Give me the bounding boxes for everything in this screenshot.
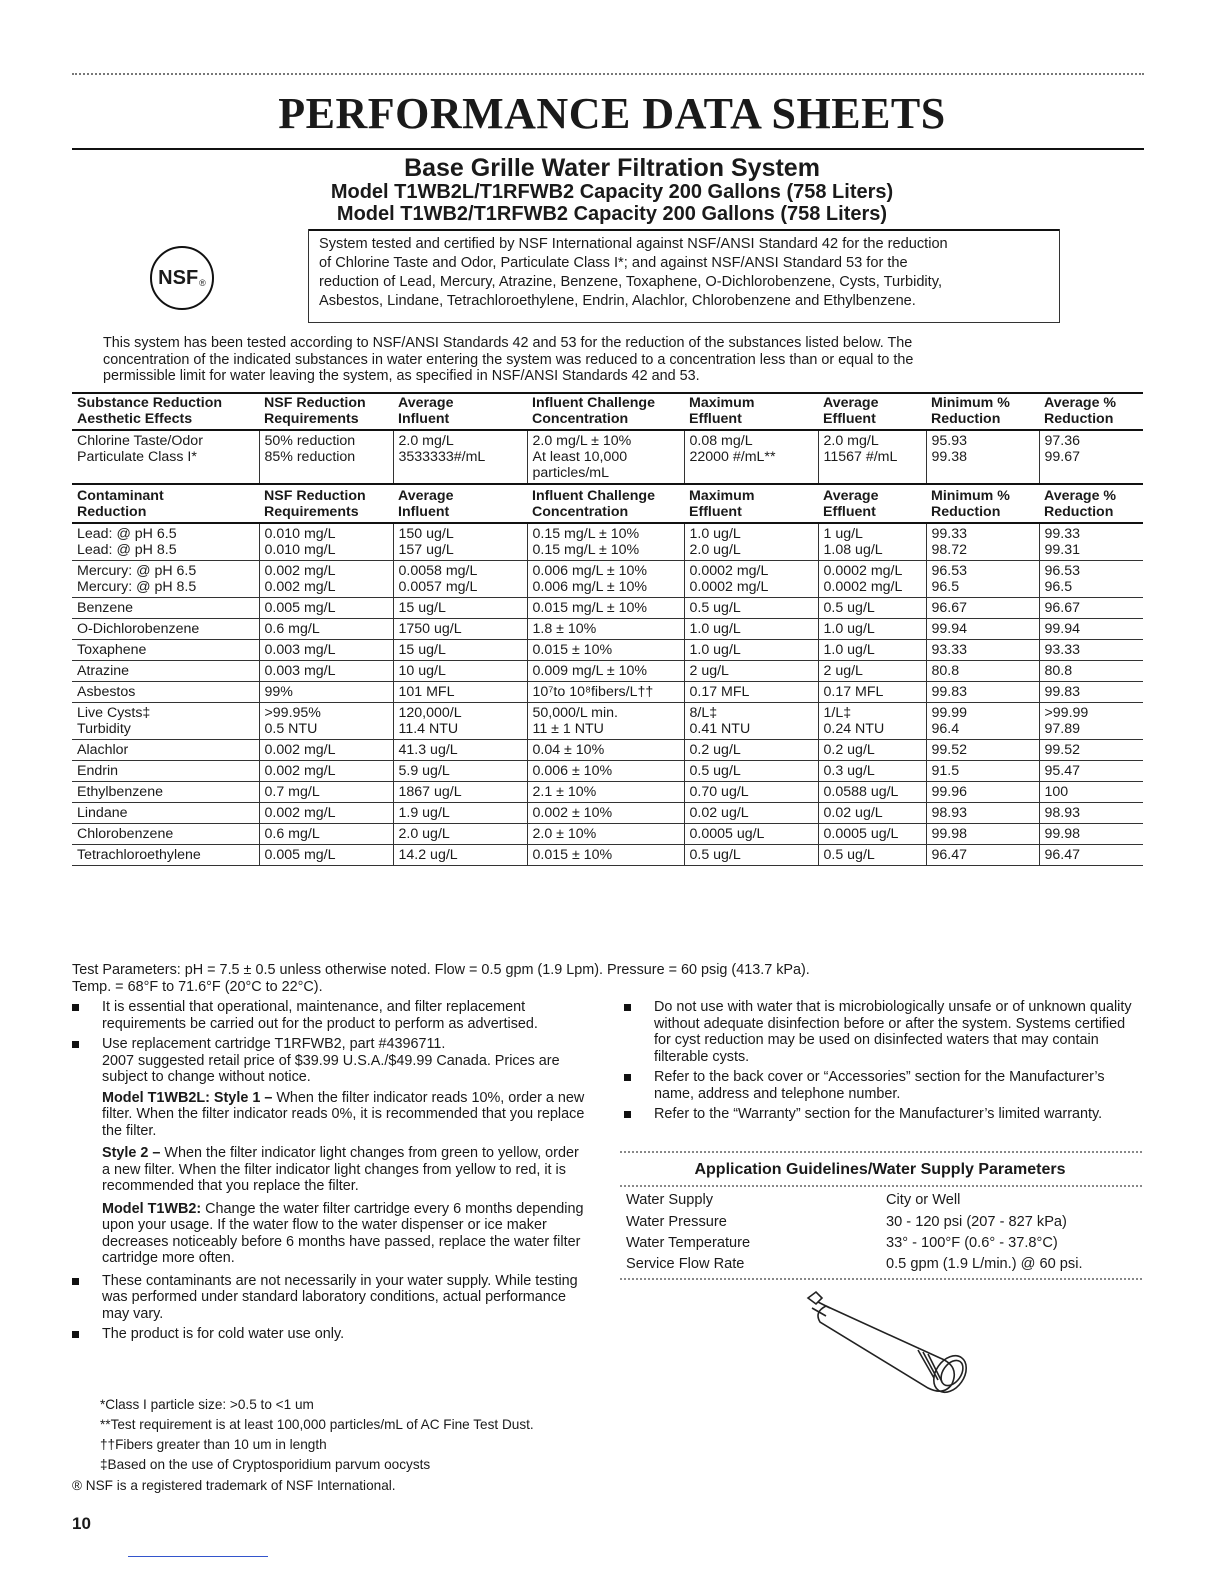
table-cell: 2.0 mg/L 3533333#/mL xyxy=(393,430,527,484)
table-cell: 99.94 xyxy=(1039,619,1143,640)
list-item xyxy=(72,999,587,1032)
left-notes xyxy=(72,999,587,1347)
model2-label: Model T1WB2: xyxy=(102,1200,202,1217)
bullet-icon xyxy=(72,1004,79,1011)
table-cell: 1.0 ug/L xyxy=(684,619,818,640)
table-cell: 0.002 mg/L xyxy=(259,761,393,782)
app-row xyxy=(626,1254,1126,1275)
table-cell: 0.002 mg/L xyxy=(259,803,393,824)
app-title-rule xyxy=(620,1185,1142,1187)
table-header-cell: Maximum Effluent xyxy=(684,392,818,430)
table-cell: 10⁷to 10⁸fibers/L†† xyxy=(527,682,684,703)
table-header-cell: Average Influent xyxy=(393,484,527,523)
table-cell: 50% reduction 85% reduction xyxy=(259,430,393,484)
table-cell: Lead: @ pH 6.5 Lead: @ pH 8.5 xyxy=(72,523,259,561)
table-header-cell: Average % Reduction xyxy=(1039,484,1143,523)
table-cell: Asbestos xyxy=(72,682,259,703)
table-cell: 0.003 mg/L xyxy=(259,640,393,661)
bullet-icon xyxy=(72,1331,79,1338)
table-cell: 41.3 ug/L xyxy=(393,740,527,761)
table-cell: 0.006 mg/L ± 10% 0.006 mg/L ± 10% xyxy=(527,561,684,598)
style1-text: When the filter indicator reads 10%, order a new filter. When the filter indicator reads 0%, it is recommended that you replace the filter. xyxy=(102,1089,585,1139)
table-row xyxy=(72,619,1143,640)
table-cell: 2.0 ± 10% xyxy=(527,824,684,845)
table-header-cell: Influent Challenge Concentration xyxy=(527,484,684,523)
list-item xyxy=(72,1326,587,1343)
table-cell: 0.04 ± 10% xyxy=(527,740,684,761)
list-item xyxy=(72,1036,587,1086)
test-params-line: Temp. = 68°F to 71.6°F (20°C to 22°C). xyxy=(72,978,323,995)
table-cell: 95.93 99.38 xyxy=(926,430,1039,484)
table-cell: 1.0 ug/L xyxy=(818,640,926,661)
table-cell: 0.002 ± 10% xyxy=(527,803,684,824)
table-cell: 0.5 ug/L xyxy=(818,845,926,866)
table-cell: 0.003 mg/L xyxy=(259,661,393,682)
table-cell: 50,000/L min. 11 ± 1 NTU xyxy=(527,703,684,740)
bullet-icon xyxy=(624,1074,631,1081)
test-params-line: Test Parameters: pH = 7.5 ± 0.5 unless otherwise noted. Flow = 0.5 gpm (1.9 Lpm). Pressure = 60 psig (413.7 kPa). xyxy=(72,962,810,978)
table-cell: 0.6 mg/L xyxy=(259,824,393,845)
right-notes xyxy=(624,999,1142,1127)
footnote: *Class I particle size: >0.5 to <1 um xyxy=(100,1397,314,1412)
app-row xyxy=(626,1190,1126,1211)
nsf-logo-reg: ® xyxy=(199,278,206,288)
table-cell: >99.99 97.89 xyxy=(1039,703,1143,740)
table-cell: 0.009 mg/L ± 10% xyxy=(527,661,684,682)
app-guidelines-title: Application Guidelines/Water Supply Parameters xyxy=(694,1161,1066,1178)
table-row xyxy=(72,523,1143,561)
style2-text: When the filter indicator light changes from green to yellow, order a new filter. When the filter indicator light changes from yellow to red, it is recommended that you replace the filter. xyxy=(102,1145,579,1194)
table-cell: 0.17 MFL xyxy=(818,682,926,703)
table-header-cell: NSF Reduction Requirements xyxy=(259,484,393,523)
table-cell: 101 MFL xyxy=(393,682,527,703)
table-header-cell: Average Effluent xyxy=(818,484,926,523)
table-cell: 0.010 mg/L 0.010 mg/L xyxy=(259,523,393,561)
table-cell: 8/L‡ 0.41 NTU xyxy=(684,703,818,740)
table-cell: 2.0 mg/L ± 10% At least 10,000 particles/mL xyxy=(527,430,684,484)
table-cell: 0.17 MFL xyxy=(684,682,818,703)
table-cell: 2 ug/L xyxy=(684,661,818,682)
cert-line: reduction of Lead, Mercury, Atrazine, Benzene, Toxaphene, O-Dichlorobenzene, Cysts, Turbidity, xyxy=(319,274,942,290)
note-text: It is essential that operational, maintenance, and filter replacement requirements be carried out for the product to perform as advertised. xyxy=(102,999,538,1032)
table-cell: 99.98 xyxy=(926,824,1039,845)
page-title: PERFORMANCE DATA SHEETS xyxy=(278,89,946,138)
app-row xyxy=(626,1233,1126,1254)
table-cell: >99.95% 0.5 NTU xyxy=(259,703,393,740)
table-row xyxy=(72,682,1143,703)
table-cell: 96.47 xyxy=(926,845,1039,866)
table-cell: 99.52 xyxy=(926,740,1039,761)
table-header-cell: Contaminant Reduction xyxy=(72,484,259,523)
note-text: Use replacement cartridge T1RFWB2, part #4396711. xyxy=(102,1036,446,1052)
table-cell: 96.53 96.5 xyxy=(1039,561,1143,598)
table-cell: 93.33 xyxy=(926,640,1039,661)
table-cell: Endrin xyxy=(72,761,259,782)
note-text: 2007 suggested retail price of $39.99 U.S.A./$49.99 Canada. Prices are subject to change without notice. xyxy=(102,1052,560,1085)
table-cell: 99% xyxy=(259,682,393,703)
note-text: These contaminants are not necessarily in your water supply. While testing was performed under standard laboratory conditions, actual performance may vary. xyxy=(102,1272,578,1322)
app-row xyxy=(626,1212,1126,1233)
table-cell: 0.5 ug/L xyxy=(684,761,818,782)
table-cell: Benzene xyxy=(72,598,259,619)
table-cell: 2.1 ± 10% xyxy=(527,782,684,803)
table-cell: 0.005 mg/L xyxy=(259,598,393,619)
table-row xyxy=(72,661,1143,682)
table-cell: 0.5 ug/L xyxy=(818,598,926,619)
top-dotted-rule xyxy=(72,73,1144,75)
table-cell: 0.002 mg/L 0.002 mg/L xyxy=(259,561,393,598)
table-cell: 2.0 ug/L xyxy=(393,824,527,845)
table-cell: 96.67 xyxy=(1039,598,1143,619)
table-cell: 1 ug/L 1.08 ug/L xyxy=(818,523,926,561)
table-cell: 0.015 ± 10% xyxy=(527,845,684,866)
table-cell: 99.83 xyxy=(926,682,1039,703)
table-cell: 99.94 xyxy=(926,619,1039,640)
table-cell: 97.36 99.67 xyxy=(1039,430,1143,484)
table-cell: 15 ug/L xyxy=(393,640,527,661)
table-cell: Atrazine xyxy=(72,661,259,682)
footnote: ‡Based on the use of Cryptosporidium parvum oocysts xyxy=(100,1457,431,1472)
table-cell: 80.8 xyxy=(1039,661,1143,682)
table-row xyxy=(72,430,1143,484)
table-cell: 91.5 xyxy=(926,761,1039,782)
bullet-icon xyxy=(624,1111,631,1118)
app-top-rule xyxy=(620,1151,1142,1153)
table-cell: 0.5 ug/L xyxy=(684,845,818,866)
filter-cartridge-illustration-icon xyxy=(790,1288,990,1398)
table-cell: 1.8 ± 10% xyxy=(527,619,684,640)
table-row xyxy=(72,803,1143,824)
table-row xyxy=(72,845,1143,866)
table-cell: Live Cysts‡ Turbidity xyxy=(72,703,259,740)
app-value: City or Well xyxy=(886,1192,961,1208)
table-cell: 0.6 mg/L xyxy=(259,619,393,640)
list-item xyxy=(624,1069,1142,1102)
table-cell: 80.8 xyxy=(926,661,1039,682)
table-cell: 1/L‡ 0.24 NTU xyxy=(818,703,926,740)
table-cell: 1.0 ug/L xyxy=(684,640,818,661)
note-text: Refer to the “Warranty” section for the Manufacturer’s limited warranty. xyxy=(654,1106,1103,1122)
bullet-icon xyxy=(72,1278,79,1285)
table-cell: 15 ug/L xyxy=(393,598,527,619)
table-row xyxy=(72,561,1143,598)
table-row xyxy=(72,640,1143,661)
table-cell: 99.52 xyxy=(1039,740,1143,761)
table-cell: O-Dichlorobenzene xyxy=(72,619,259,640)
table-cell: 0.015 ± 10% xyxy=(527,640,684,661)
table-cell: Lindane xyxy=(72,803,259,824)
intro-line: concentration of the indicated substances in water entering the system was reduced to a concentration less than or equal to the xyxy=(103,351,914,368)
list-item xyxy=(72,1273,587,1323)
note-text: Refer to the back cover or “Accessories” section for the Manufacturer’s name, address and telephone number. xyxy=(654,1069,1105,1102)
table-cell: 120,000/L 11.4 NTU xyxy=(393,703,527,740)
table-cell: 0.005 mg/L xyxy=(259,845,393,866)
app-key: Water Temperature xyxy=(626,1235,751,1251)
table-cell: 0.2 ug/L xyxy=(818,740,926,761)
table-cell: 0.15 mg/L ± 10% 0.15 mg/L ± 10% xyxy=(527,523,684,561)
model-line-2: Model T1WB2/T1RFWB2 Capacity 200 Gallons (758 Liters) xyxy=(336,203,888,225)
table-cell: 0.7 mg/L xyxy=(259,782,393,803)
note-text: Do not use with water that is microbiologically unsafe or of unknown quality without adequate disinfection before or after the system. Systems certified for cyst reduction may be used on disinfected waters that may contain filterable cysts. xyxy=(654,999,1132,1065)
table-cell: Chlorobenzene xyxy=(72,824,259,845)
intro-line: This system has been tested according to NSF/ANSI Standards 42 and 53 for the reduction of the substances listed below. The xyxy=(103,335,913,351)
table-cell: 0.3 ug/L xyxy=(818,761,926,782)
app-value: 33° - 100°F (0.6° - 37.8°C) xyxy=(886,1235,1058,1251)
table-cell: 0.0058 mg/L 0.0057 mg/L xyxy=(393,561,527,598)
table-cell: 0.0002 mg/L 0.0002 mg/L xyxy=(684,561,818,598)
table-header-row xyxy=(72,392,1143,430)
table-header-cell: NSF Reduction Requirements xyxy=(259,392,393,430)
table-header-row xyxy=(72,484,1143,523)
footnote: ††Fibers greater than 10 um in length xyxy=(100,1437,327,1452)
app-key: Water Pressure xyxy=(626,1214,727,1230)
model-line-1: Model T1WB2L/T1RFWB2 Capacity 200 Gallons (758 Liters) xyxy=(330,181,894,203)
style1-label: Model T1WB2L: Style 1 – xyxy=(102,1089,273,1106)
table-cell: 0.015 mg/L ± 10% xyxy=(527,598,684,619)
table-cell: 1.0 ug/L xyxy=(818,619,926,640)
table-cell: 0.5 ug/L xyxy=(684,598,818,619)
table-header-cell: Influent Challenge Concentration xyxy=(527,392,684,430)
style1-paragraph xyxy=(102,1090,587,1140)
table-header-cell: Substance Reduction Aesthetic Effects xyxy=(72,392,259,430)
cert-line: System tested and certified by NSF International against NSF/ANSI Standard 42 for the reduction xyxy=(319,236,948,252)
table-cell: Ethylbenzene xyxy=(72,782,259,803)
table-cell: 0.0002 mg/L 0.0002 mg/L xyxy=(818,561,926,598)
table-cell: 99.33 99.31 xyxy=(1039,523,1143,561)
bullet-icon xyxy=(624,1004,631,1011)
table-cell: 1867 ug/L xyxy=(393,782,527,803)
app-bottom-rule xyxy=(620,1278,1142,1280)
table-row xyxy=(72,782,1143,803)
table-row xyxy=(72,740,1143,761)
performance-table xyxy=(72,392,1143,866)
table-cell: 0.02 ug/L xyxy=(818,803,926,824)
page-number: 10 xyxy=(72,1514,91,1533)
intro-line: permissible limit for water leaving the system, as specified in NSF/ANSI Standards 42 and 53. xyxy=(103,368,700,384)
note-text: The product is for cold water use only. xyxy=(102,1326,345,1342)
table-cell: Chlorine Taste/Odor Particulate Class I* xyxy=(72,430,259,484)
table-cell: 0.02 ug/L xyxy=(684,803,818,824)
table-header-cell: Average % Reduction xyxy=(1039,392,1143,430)
bottom-rule xyxy=(128,1556,268,1557)
nsf-logo-text: NSF xyxy=(158,266,199,289)
table-cell: Toxaphene xyxy=(72,640,259,661)
table-cell: 100 xyxy=(1039,782,1143,803)
table-cell: 99.83 xyxy=(1039,682,1143,703)
table-row xyxy=(72,598,1143,619)
model2-text: Change the water filter cartridge every 6 months depending upon your usage. If the water flow to the water dispenser or ice maker decreases noticeably before 6 months have passed, replace the water filter cartridge more often. xyxy=(102,1200,584,1266)
table-cell: 0.70 ug/L xyxy=(684,782,818,803)
table-header-cell: Average Effluent xyxy=(818,392,926,430)
table-cell: 2.0 mg/L 11567 #/mL xyxy=(818,430,926,484)
table-cell: Tetrachloroethylene xyxy=(72,845,259,866)
table-cell: 99.98 xyxy=(1039,824,1143,845)
test-parameters xyxy=(72,962,1072,995)
table-cell: 1.9 ug/L xyxy=(393,803,527,824)
table-cell: 0.0005 ug/L xyxy=(818,824,926,845)
bullet-icon xyxy=(72,1041,79,1048)
table-cell: 98.93 xyxy=(1039,803,1143,824)
app-key: Service Flow Rate xyxy=(626,1256,745,1272)
certification-box xyxy=(308,229,1060,323)
table-cell: 98.93 xyxy=(926,803,1039,824)
style2-label: Style 2 – xyxy=(102,1145,161,1161)
table-cell: Alachlor xyxy=(72,740,259,761)
table-row xyxy=(72,824,1143,845)
nsf-logo-icon xyxy=(150,246,214,310)
table-cell: 0.0005 ug/L xyxy=(684,824,818,845)
app-value: 30 - 120 psi (207 - 827 kPa) xyxy=(886,1214,1067,1230)
table-cell: 10 ug/L xyxy=(393,661,527,682)
footnote: **Test requirement is at least 100,000 particles/mL of AC Fine Test Dust. xyxy=(100,1417,534,1432)
table-cell: 93.33 xyxy=(1039,640,1143,661)
table-cell: 96.47 xyxy=(1039,845,1143,866)
app-value: 0.5 gpm (1.9 L/min.) @ 60 psi. xyxy=(886,1256,1083,1272)
table-cell: 0.0588 ug/L xyxy=(818,782,926,803)
table-cell: 96.53 96.5 xyxy=(926,561,1039,598)
table-cell: 0.2 ug/L xyxy=(684,740,818,761)
table-header-cell: Maximum Effluent xyxy=(684,484,818,523)
table-cell: 96.67 xyxy=(926,598,1039,619)
table-cell: 99.96 xyxy=(926,782,1039,803)
table-cell: 14.2 ug/L xyxy=(393,845,527,866)
table-cell: 95.47 xyxy=(1039,761,1143,782)
model2-paragraph xyxy=(102,1201,587,1267)
table-cell: 2 ug/L xyxy=(818,661,926,682)
cert-line: Asbestos, Lindane, Tetrachloroethylene, Endrin, Alachlor, Chlorobenzene and Ethylbenzene. xyxy=(319,293,916,309)
table-cell: 1.0 ug/L 2.0 ug/L xyxy=(684,523,818,561)
table-cell: 99.33 98.72 xyxy=(926,523,1039,561)
cartridge-cap-inner xyxy=(937,1356,968,1389)
table-cell: 150 ug/L 157 ug/L xyxy=(393,523,527,561)
table-cell: 0.002 mg/L xyxy=(259,740,393,761)
table-cell: Mercury: @ pH 6.5 Mercury: @ pH 8.5 xyxy=(72,561,259,598)
list-item xyxy=(624,999,1142,1065)
style2-paragraph xyxy=(102,1145,587,1195)
footnote: ® NSF is a registered trademark of NSF International. xyxy=(72,1478,396,1493)
table-cell: 99.99 96.4 xyxy=(926,703,1039,740)
intro-paragraph xyxy=(103,335,1083,385)
table-header-cell: Average Influent xyxy=(393,392,527,430)
title-rule xyxy=(72,148,1144,150)
system-title: Base Grille Water Filtration System xyxy=(404,154,820,182)
table-row xyxy=(72,761,1143,782)
list-item xyxy=(624,1106,1142,1123)
cert-line: of Chlorine Taste and Odor, Particulate Class I*; and against NSF/ANSI Standard 53 for the xyxy=(319,255,908,271)
table-cell: 5.9 ug/L xyxy=(393,761,527,782)
table-header-cell: Minimum % Reduction xyxy=(926,484,1039,523)
app-key: Water Supply xyxy=(626,1192,714,1208)
table-cell: 1750 ug/L xyxy=(393,619,527,640)
table-cell: 0.08 mg/L 22000 #/mL** xyxy=(684,430,818,484)
table-row xyxy=(72,703,1143,740)
table-header-cell: Minimum % Reduction xyxy=(926,392,1039,430)
table-cell: 0.006 ± 10% xyxy=(527,761,684,782)
